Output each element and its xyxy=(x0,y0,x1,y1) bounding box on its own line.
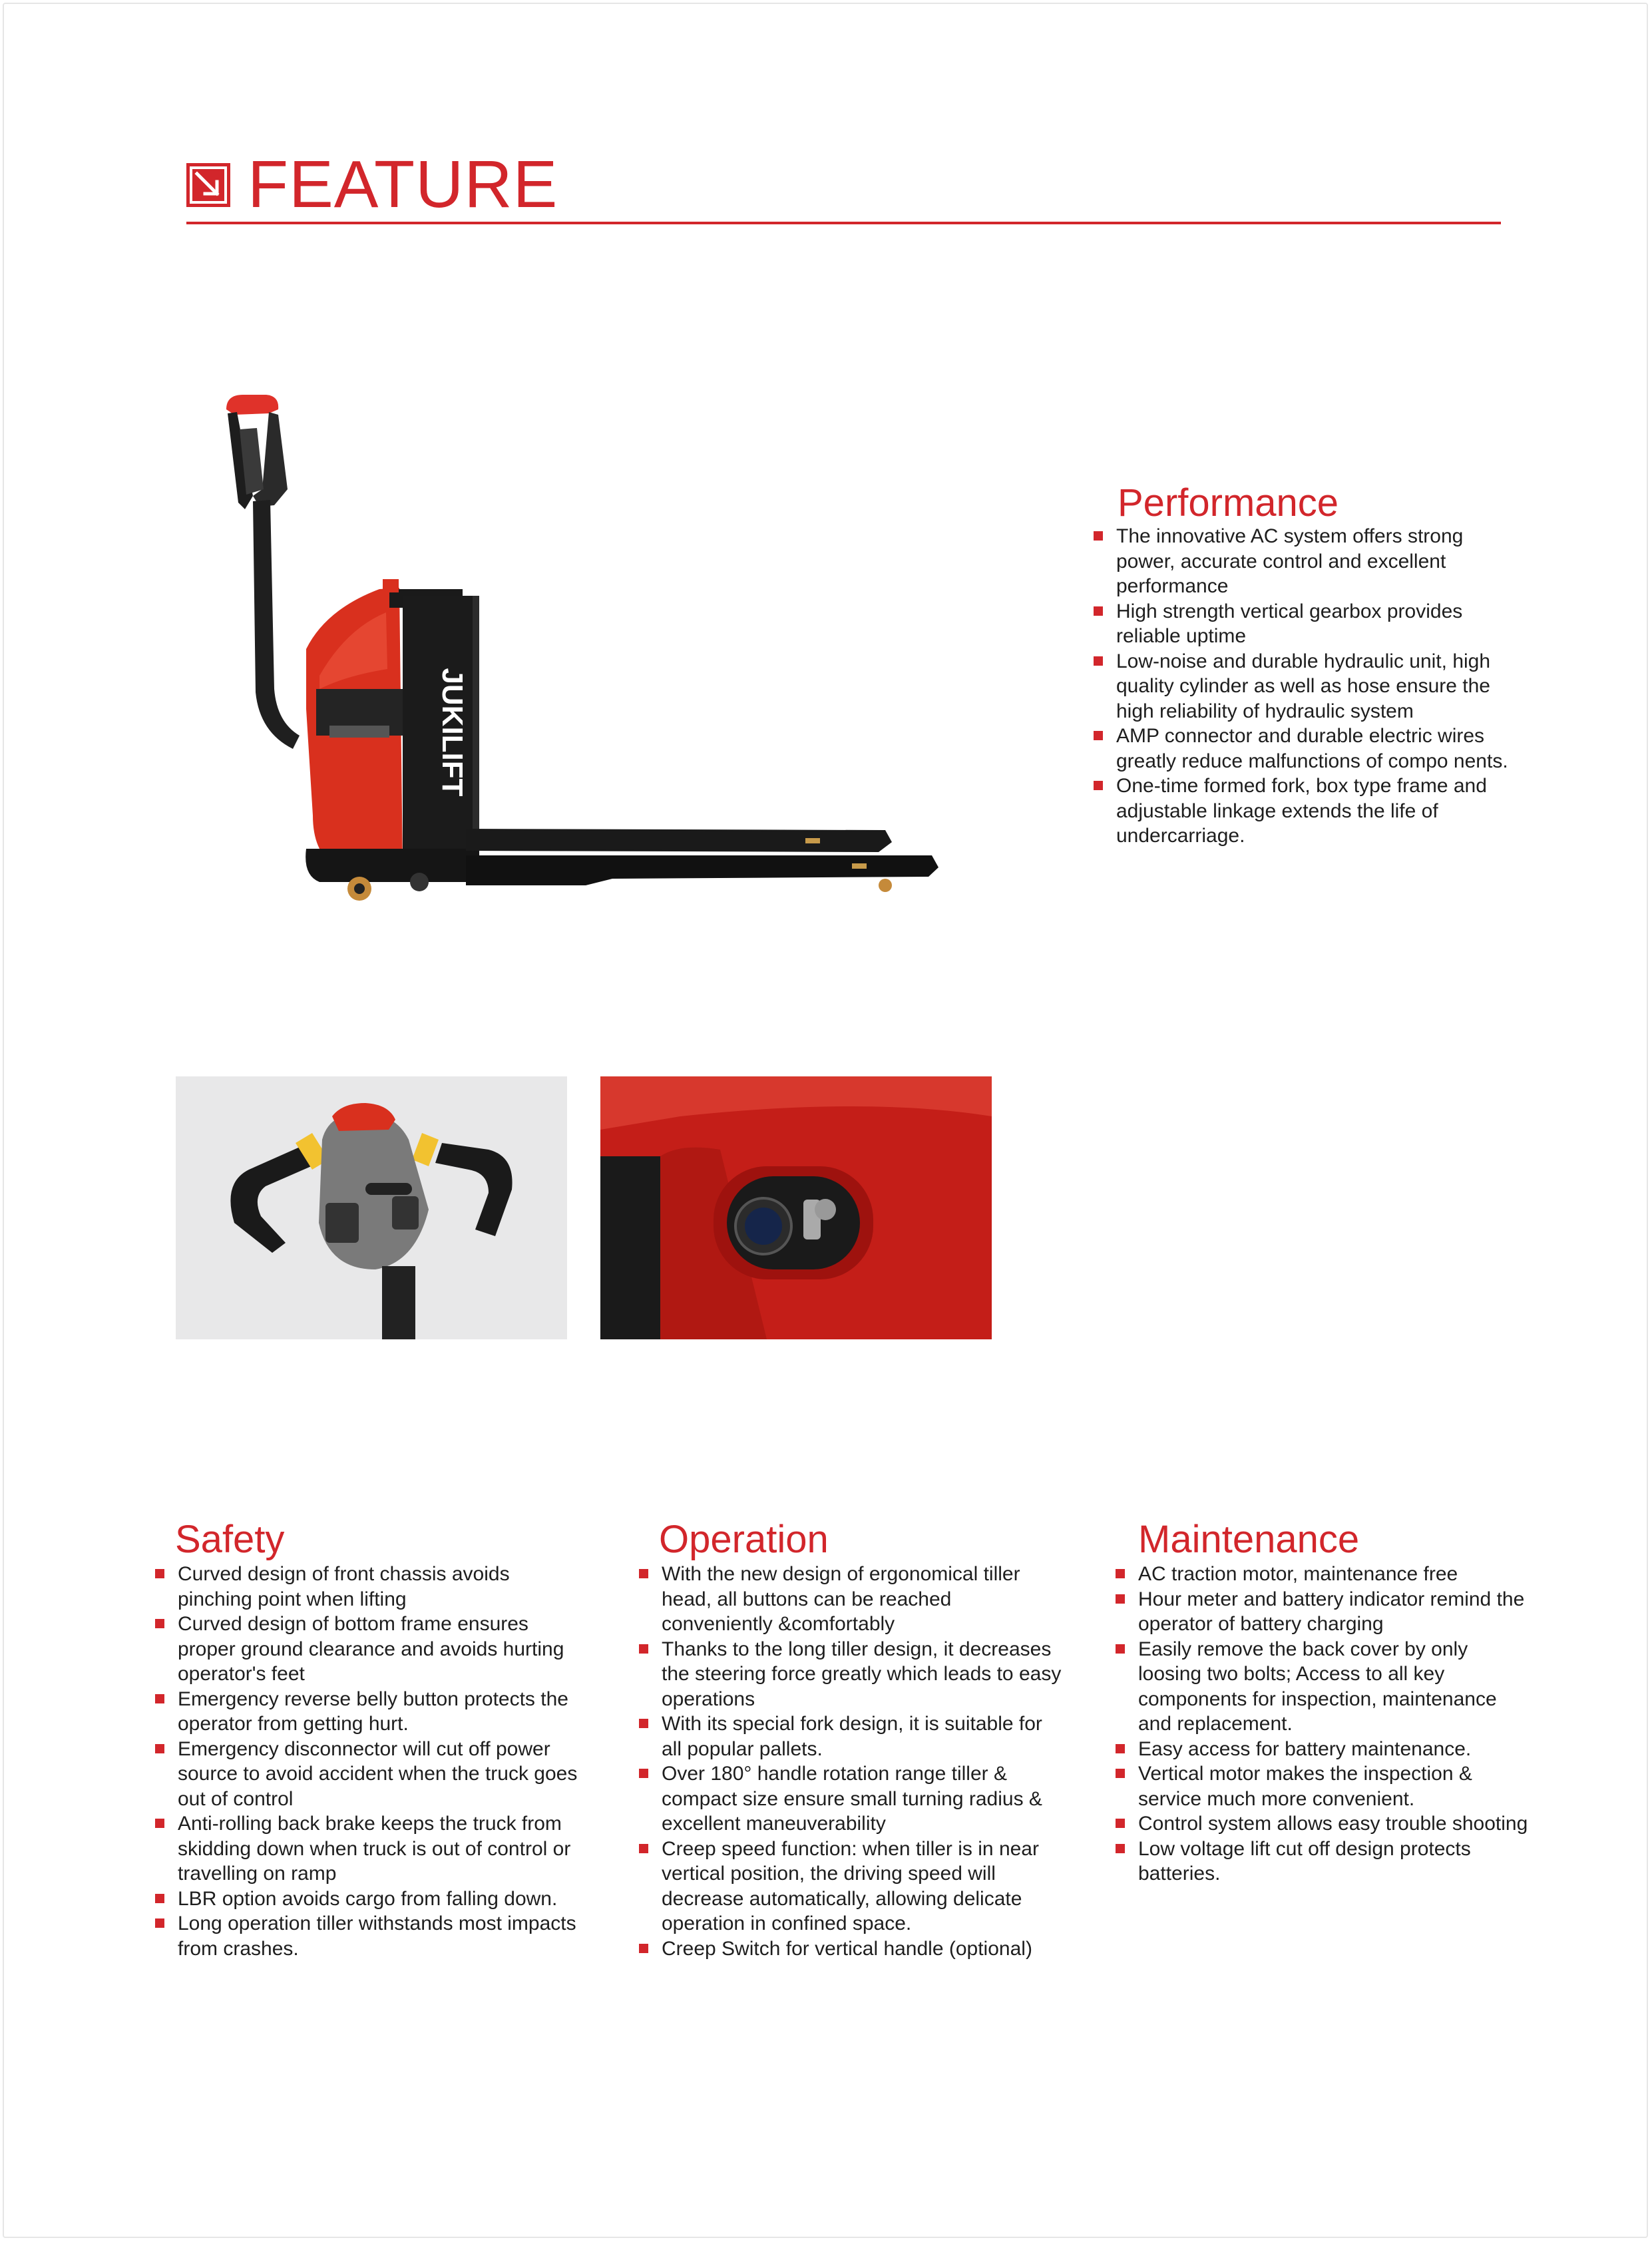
list-item: The innovative AC system offers strong power, accurate control and excellent performance xyxy=(1094,524,1520,599)
page-title: FEATURE xyxy=(248,147,558,222)
list-item: One-time formed fork, box type frame and adjustable linkage extends the life of undercarriage. xyxy=(1094,774,1520,849)
list-item: Anti-rolling back brake keeps the truck from skidding down when truck is out of control or travelling on ramp xyxy=(155,1811,581,1887)
performance-section xyxy=(1094,481,1520,849)
list-item: Emergency disconnector will cut off power source to avoid accident when the truck goes out of control xyxy=(155,1737,581,1812)
pallet-truck-image xyxy=(213,389,1012,942)
tiller-head-photo xyxy=(176,1076,567,1339)
battery-indicator-photo xyxy=(600,1076,992,1339)
list-item: Low voltage lift cut off design protects batteries. xyxy=(1116,1837,1528,1887)
maintenance-section xyxy=(1116,1518,1528,1887)
list-item: High strength vertical gearbox provides reliable uptime xyxy=(1094,599,1520,649)
list-item: Easy access for battery maintenance. xyxy=(1116,1737,1528,1762)
list-item: Curved design of front chassis avoids pinching point when lifting xyxy=(155,1562,581,1612)
list-item: Low-noise and durable hydraulic unit, high quality cylinder as well as hose ensure the high reliability of hydraulic system xyxy=(1094,649,1520,724)
list-item: AC traction motor, maintenance free xyxy=(1116,1562,1528,1587)
list-item: LBR option avoids cargo from falling down. xyxy=(155,1887,581,1912)
maintenance-list xyxy=(1116,1562,1528,1887)
operation-heading: Operation xyxy=(659,1518,829,1561)
list-item: Hour meter and battery indicator remind the operator of battery charging xyxy=(1116,1587,1528,1637)
list-item: AMP connector and durable electric wires greatly reduce malfunctions of compo nents. xyxy=(1094,724,1520,774)
list-item: With the new design of ergonomical tiller head, all buttons can be reached conveniently &comfortably xyxy=(639,1562,1065,1637)
list-item: Creep Switch for vertical handle (optional) xyxy=(639,1936,1065,1962)
list-item: Emergency reverse belly button protects the operator from getting hurt. xyxy=(155,1687,581,1737)
safety-list xyxy=(155,1562,581,1961)
list-item: Long operation tiller withstands most impacts from crashes. xyxy=(155,1911,581,1961)
list-item: Creep speed function: when tiller is in near vertical position, the driving speed will decrease automatically, allowing delicate operation in confined space. xyxy=(639,1837,1065,1936)
list-item: Over 180° handle rotation range tiller & compact size ensure small turning radius & excellent maneuverability xyxy=(639,1761,1065,1837)
performance-list xyxy=(1094,524,1520,849)
brand-label: JUKILIFT xyxy=(436,668,469,797)
list-item: Control system allows easy trouble shooting xyxy=(1116,1811,1528,1837)
maintenance-heading: Maintenance xyxy=(1138,1518,1360,1561)
list-item: Curved design of bottom frame ensures proper ground clearance and avoids hurting operator's feet xyxy=(155,1612,581,1687)
safety-heading: Safety xyxy=(175,1518,285,1561)
operation-section xyxy=(639,1518,1065,1961)
operation-list xyxy=(639,1562,1065,1961)
arrow-down-right-square-icon xyxy=(186,163,230,207)
safety-section xyxy=(155,1518,581,1961)
header-divider xyxy=(186,222,1501,224)
list-item: Thanks to the long tiller design, it decreases the steering force greatly which leads to easy operations xyxy=(639,1637,1065,1712)
list-item: Easily remove the back cover by only loosing two bolts; Access to all key components for inspection, maintenance and replacement. xyxy=(1116,1637,1528,1737)
list-item: With its special fork design, it is suitable for all popular pallets. xyxy=(639,1711,1065,1761)
list-item: Vertical motor makes the inspection & service much more convenient. xyxy=(1116,1761,1528,1811)
performance-heading: Performance xyxy=(1118,481,1339,525)
